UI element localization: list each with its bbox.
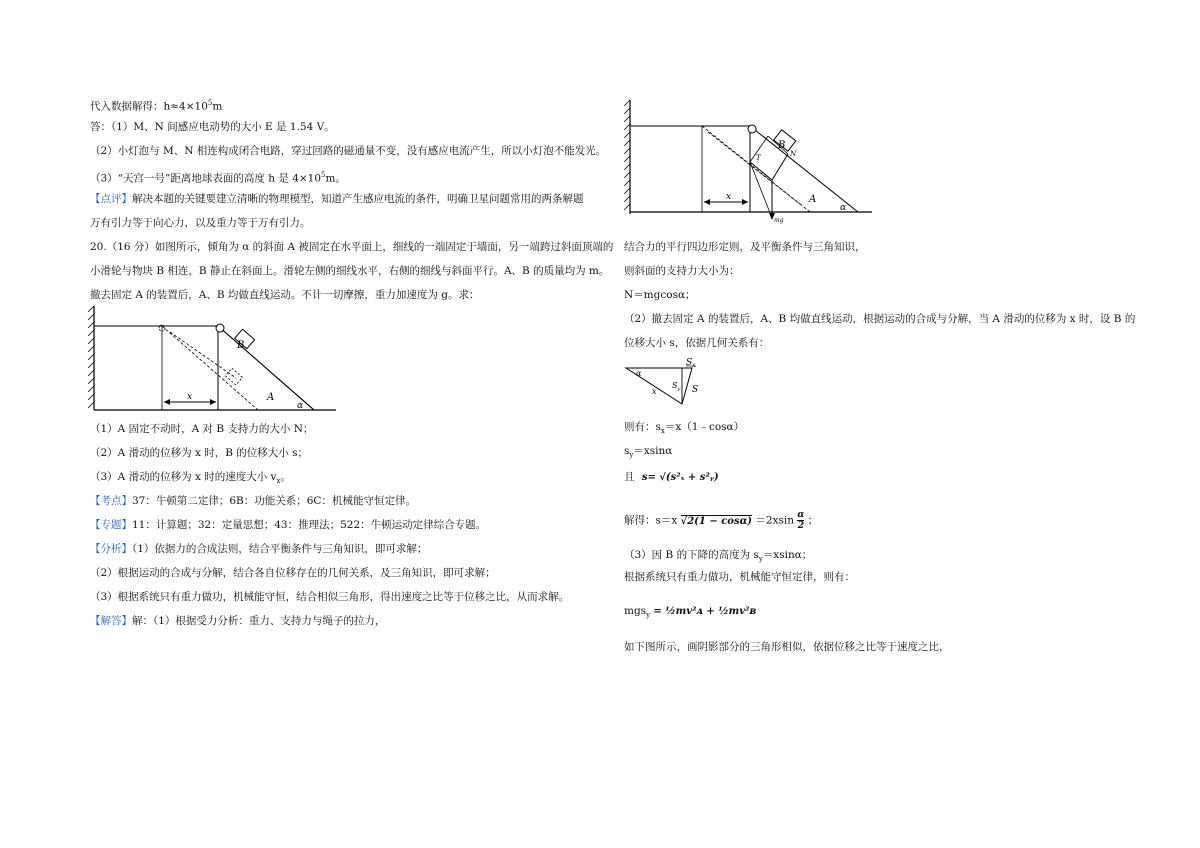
label-alpha: α xyxy=(297,401,304,411)
solution-line-1: 代入数据解得：$h\approx 4\times 10^5m$ xyxy=(90,99,223,113)
answer-detail-line: 【解答】解：（1）根据受力分析：重力、支持力与绳子的拉力， xyxy=(90,615,386,627)
force-diagram xyxy=(622,96,878,228)
tri-sy: $S_y$ xyxy=(672,381,681,392)
knowledge-point-line: 【考点】37：牛顿第二定律；6B：功能关系；6C：机械能守恒定律。 xyxy=(90,495,416,507)
energy-line: 根据系统只有重力做功，机械能守恒定律，则有： xyxy=(624,571,855,583)
topic-tag: 【专题】 xyxy=(90,519,132,531)
tri-sx: $S_x$ xyxy=(686,358,696,369)
answer-line-2: （2）小灯泡与 M、N 相连构成闭合电路，穿过回路的磁通量不变，没有感应电流产生，所以小灯泡不能发光。 xyxy=(90,145,607,157)
tri-alpha: α xyxy=(636,369,642,378)
sx-formula: 则有：$s_x=x(1﹣\cos\alpha)$ xyxy=(624,421,745,436)
label-B: B xyxy=(237,340,245,351)
analysis-line-3: （3）根据系统只有重力做功，机械能守恒，结合相似三角形，得出速度之比等于位移之比，从而求解。 xyxy=(90,591,570,603)
sub-question-2: （2）A 滑动的位移为 x 时，B 的位移大小 s； xyxy=(90,447,308,459)
displacement-triangle xyxy=(622,356,712,410)
comment-line: 【点评】解决本题的关键要建立清晰的物理模型，知道产生感应电流的条件，明确卫星问题常用的两条解题 xyxy=(90,193,584,205)
label-A: A xyxy=(267,392,275,403)
force-label-N: N xyxy=(790,150,797,158)
analysis-line-2: （2）根据运动的合成与分解，结合各自位移存在的几何关系，及三角知识，即可求解； xyxy=(90,567,496,579)
question-20-line-1: 20.（16 分）如图所示，倾角为 α 的斜面 A 被固定在水平面上，细线的一端固定于墙面，另一端跨过斜面顶端的 xyxy=(90,241,614,253)
topic-line: 【专题】11：计算题；32：定量思想；43：推理法；522：牛顿运动定律综合专题。 xyxy=(90,519,487,531)
force-label-mg: mg xyxy=(774,217,784,224)
incline-figure xyxy=(86,302,338,418)
analysis-tag: 【分析】 xyxy=(90,543,132,555)
answer-tag: 【解答】 xyxy=(90,615,132,627)
s-result-formula: 解得：s＝x √2(1 − cosα) ＝2xsin $\frac{\alpha}{2}$ ； xyxy=(624,510,819,531)
sub-question-3: （3）A 滑动的位移为 x 时的速度大小 $v_x$。 xyxy=(90,471,291,486)
right-line-4: （2）撤去固定 A 的装置后，A、B 均做直线运动，根据运动的合成与分解，当 A 滑动的位移为 x 时，设 B 的 xyxy=(624,313,1136,325)
right-line-1: 结合力的平行四边形定则，及平衡条件与三角知识， xyxy=(624,241,866,253)
force-label-A: A xyxy=(809,194,817,205)
comment-tag: 【点评】 xyxy=(90,193,132,205)
question-20-line-3: 撤去固定 A 的装置后，A、B 均做直线运动。不计一切摩擦，重力加速度为 g。求： xyxy=(90,289,480,301)
label-x: x xyxy=(187,392,193,402)
similar-triangle-line: 如下图所示，画阴影部分的三角形相似，依据位移之比等于速度之比， xyxy=(624,641,950,653)
answer-line-3: （3）“天宫一号”距离地球表面的高度 h 是 $4\times 10^5m$。 xyxy=(90,171,346,185)
s-formula: 且 s= √(s²ₓ + s²ᵧ) xyxy=(624,471,719,483)
force-label-x: x xyxy=(726,192,732,202)
energy-formula: mgs$_y$ = ½mv²ᴀ + ½mv²ʙ xyxy=(624,605,757,620)
sub-question-1: （1）A 固定不动时，A 对 B 支持力的大小 N； xyxy=(90,423,314,435)
force-label-B: B xyxy=(778,140,786,151)
tri-s: S xyxy=(692,385,699,395)
right-line-2: 则斜面的支持力大小为： xyxy=(624,265,740,277)
answer-line-1: 答：（1）M、N 间感应电动势的大小 E 是 1.54 V。 xyxy=(90,121,335,133)
force-label-T: T xyxy=(756,154,761,162)
support-force-result: N＝mgcosα； xyxy=(624,289,696,301)
question-20-line-2: 小滑轮与物块 B 相连，B 静止在斜面上。滑轮左侧的细线水平，右侧的细线与斜面平行。A、B 的质量均为 m。 xyxy=(90,265,610,277)
comment-line-2: 万有引力等于向心力，以及重力等于万有引力。 xyxy=(90,217,311,229)
analysis-line-1: 【分析】（1）依据力的合成法则，结合平衡条件与三角知识，即可求解； xyxy=(90,543,428,555)
right-line-5: 位移大小 s，依据几何关系有： xyxy=(624,337,770,349)
force-label-alpha: α xyxy=(840,203,847,213)
knowledge-point-tag: 【考点】 xyxy=(90,495,132,507)
height-line: （3）因 B 的下降的高度为 $s_y=xsin\alpha$； xyxy=(624,549,813,564)
sy-formula: $s_y=xsin\alpha$ xyxy=(624,445,673,460)
tri-x: x xyxy=(652,387,657,396)
